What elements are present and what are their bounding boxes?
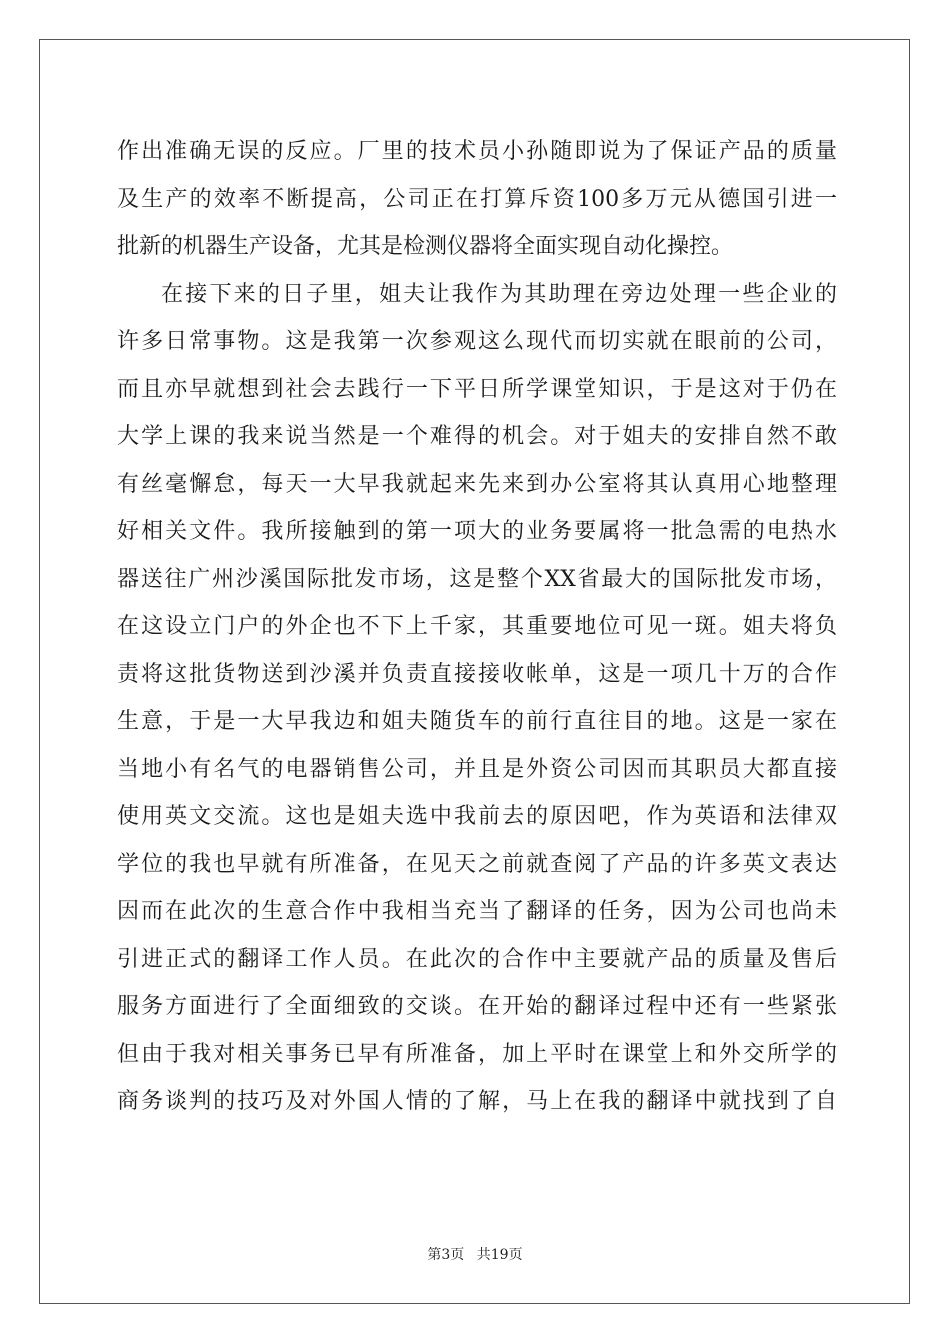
text-line: 及生产的效率不断提高，公司正在打算斥资100多万元从德国引进一	[117, 186, 837, 212]
text-line: 引进正式的翻译工作人员。在此次的合作中主要就产品的质量及售后	[117, 946, 837, 972]
text-line: 批新的机器生产设备，尤其是检测仪器将全面实现自动化操控。	[117, 234, 734, 259]
text-line: 商务谈判的技巧及对外国人情的了解，马上在我的翻译中就找到了自	[117, 1089, 837, 1114]
text-line: 服务方面进行了全面细致的交谈。在开始的翻译过程中还有一些紧张	[117, 994, 837, 1019]
document-body	[117, 128, 837, 1126]
text-line: 好相关文件。我所接触到的第一项大的业务要属将一批急需的电热水	[117, 519, 837, 544]
text-line: 在这设立门户的外企也不下上千家，其重要地位可见一斑。姐夫将负	[117, 614, 837, 639]
text-line: 许多日常事物。这是我第一次参观这么现代而切实就在眼前的公司，	[117, 329, 837, 354]
text-line: 因而在此次的生意合作中我相当充当了翻译的任务，因为公司也尚未	[117, 899, 837, 924]
text-line: 责将这批货物送到沙溪并负责直接接收帐单，这是一项几十万的合作	[117, 661, 837, 687]
text-line: 生意，于是一大早我边和姐夫随货车的前行直往目的地。这是一家在	[117, 709, 837, 734]
page-footer	[0, 1244, 950, 1264]
total-pages: 共19页	[476, 1247, 523, 1263]
text-line: 但由于我对相关事务已早有所准备，加上平时在课堂上和外交所学的	[117, 1041, 837, 1067]
text-line: 使用英文交流。这也是姐夫选中我前去的原因吧，作为英语和法律双	[117, 804, 837, 829]
text-line: 而且亦早就想到社会去践行一下平日所学课堂知识，于是这对于仍在	[117, 376, 837, 402]
page-number: 第3页	[427, 1247, 465, 1263]
text-line: 学位的我也早就有所准备，在见天之前就查阅了产品的许多英文表达	[117, 851, 837, 877]
text-line: 器送往广州沙溪国际批发市场，这是整个XX省最大的国际批发市场，	[117, 566, 837, 592]
text-line: 作出准确无误的反应。厂里的技术员小孙随即说为了保证产品的质量	[117, 139, 837, 164]
text-line: 在接下来的日子里，姐夫让我作为其助理在旁边处理一些企业的	[161, 281, 837, 307]
text-line: 大学上课的我来说当然是一个难得的机会。对于姐夫的安排自然不敢	[117, 424, 837, 449]
text-line: 当地小有名气的电器销售公司，并且是外资公司因而其职员大都直接	[117, 756, 837, 782]
text-line: 有丝毫懈怠，每天一大早我就起来先来到办公室将其认真用心地整理	[117, 471, 837, 497]
